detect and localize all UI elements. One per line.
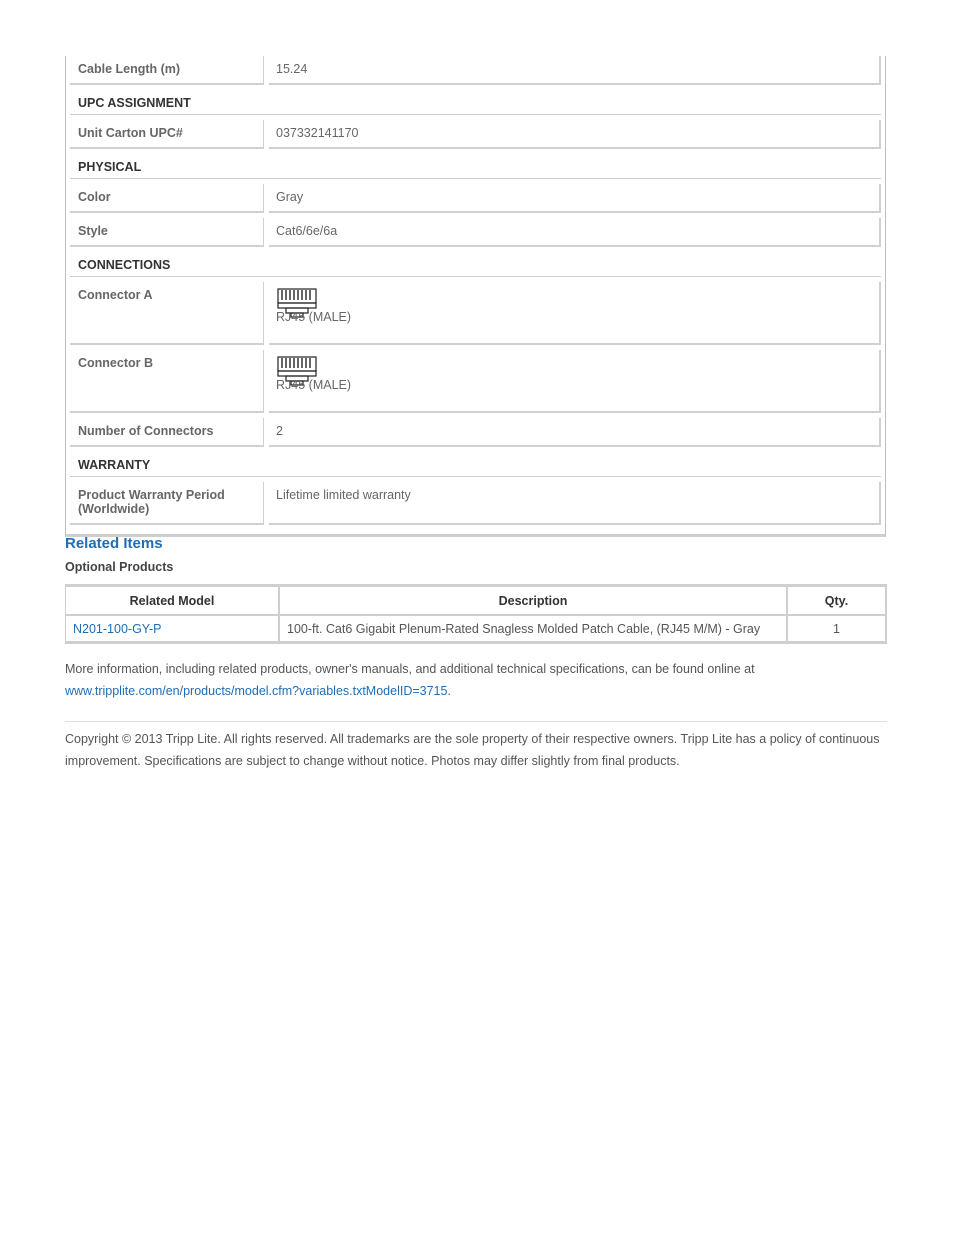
related-products-table <box>65 584 887 644</box>
section-warranty: WARRANTY <box>70 452 881 477</box>
description-cell: 100-ft. Cat6 Gigabit Plenum-Rated Snagless Molded Patch Cable, (RJ45 M/M) - Gray <box>280 616 788 641</box>
connector-a-value: RJ45 (MALE) <box>276 310 352 324</box>
spec-label: Product Warranty Period (Worldwide) <box>70 482 264 525</box>
section-upc-assignment: UPC ASSIGNMENT <box>70 90 881 115</box>
spec-row-warranty <box>70 482 881 525</box>
spec-value: 2 <box>269 418 881 447</box>
section-physical: PHYSICAL <box>70 154 881 179</box>
spec-value: Lifetime limited warranty <box>269 482 881 525</box>
spec-row-cable-length <box>70 56 881 85</box>
spec-row-color <box>70 184 881 213</box>
qty-cell: 1 <box>788 616 887 641</box>
spec-value-connector-b <box>269 350 881 413</box>
section-connections: CONNECTIONS <box>70 252 881 277</box>
spec-value: Gray <box>269 184 881 213</box>
header-related-model: Related Model <box>66 587 280 616</box>
more-info-suffix: . <box>447 684 451 698</box>
table-row <box>66 616 887 641</box>
spec-row-style <box>70 218 881 247</box>
spec-value: 15.24 <box>269 56 881 85</box>
spec-label: Unit Carton UPC# <box>70 120 264 149</box>
spec-label: Connector A <box>70 282 264 345</box>
related-items-title: Related Items <box>65 535 163 552</box>
related-model-cell <box>66 616 280 641</box>
spec-label: Connector B <box>70 350 264 413</box>
related-model-link[interactable]: N201-100-GY-P <box>73 621 162 636</box>
spec-value: 037332141170 <box>269 120 881 149</box>
header-qty: Qty. <box>788 587 887 616</box>
divider <box>65 721 887 722</box>
spec-label: Cable Length (m) <box>70 56 264 85</box>
copyright-text: Copyright © 2013 Tripp Lite. All rights reserved. All trademarks are the sole property of their respective owners. Tripp Lite has a policy of continuous improvement. Specifications are subject to change without notice. Photos may differ slightly from final products. <box>65 732 880 768</box>
spec-row-num-connectors <box>70 418 881 447</box>
spec-label: Color <box>70 184 264 213</box>
more-info-label: More information, including related products, owner's manuals, and additional technical specifications, can be found online at <box>65 662 755 676</box>
more-info-text <box>65 658 887 702</box>
spec-value-connector-a <box>269 282 881 345</box>
product-page-link[interactable]: www.tripplite.com/en/products/model.cfm?variables.txtModelID=3715 <box>65 684 448 698</box>
connector-b-value: RJ45 (MALE) <box>276 378 352 392</box>
spec-label: Number of Connectors <box>70 418 264 447</box>
specifications-table <box>65 56 886 537</box>
header-description: Description <box>280 587 788 616</box>
spec-row-connector-a <box>70 282 881 345</box>
spec-value: Cat6/6e/6a <box>269 218 881 247</box>
spec-row-connector-b <box>70 350 881 413</box>
optional-products-title: Optional Products <box>65 560 174 574</box>
spec-label: Style <box>70 218 264 247</box>
spec-row-upc <box>70 120 881 149</box>
table-header-row <box>66 587 887 616</box>
